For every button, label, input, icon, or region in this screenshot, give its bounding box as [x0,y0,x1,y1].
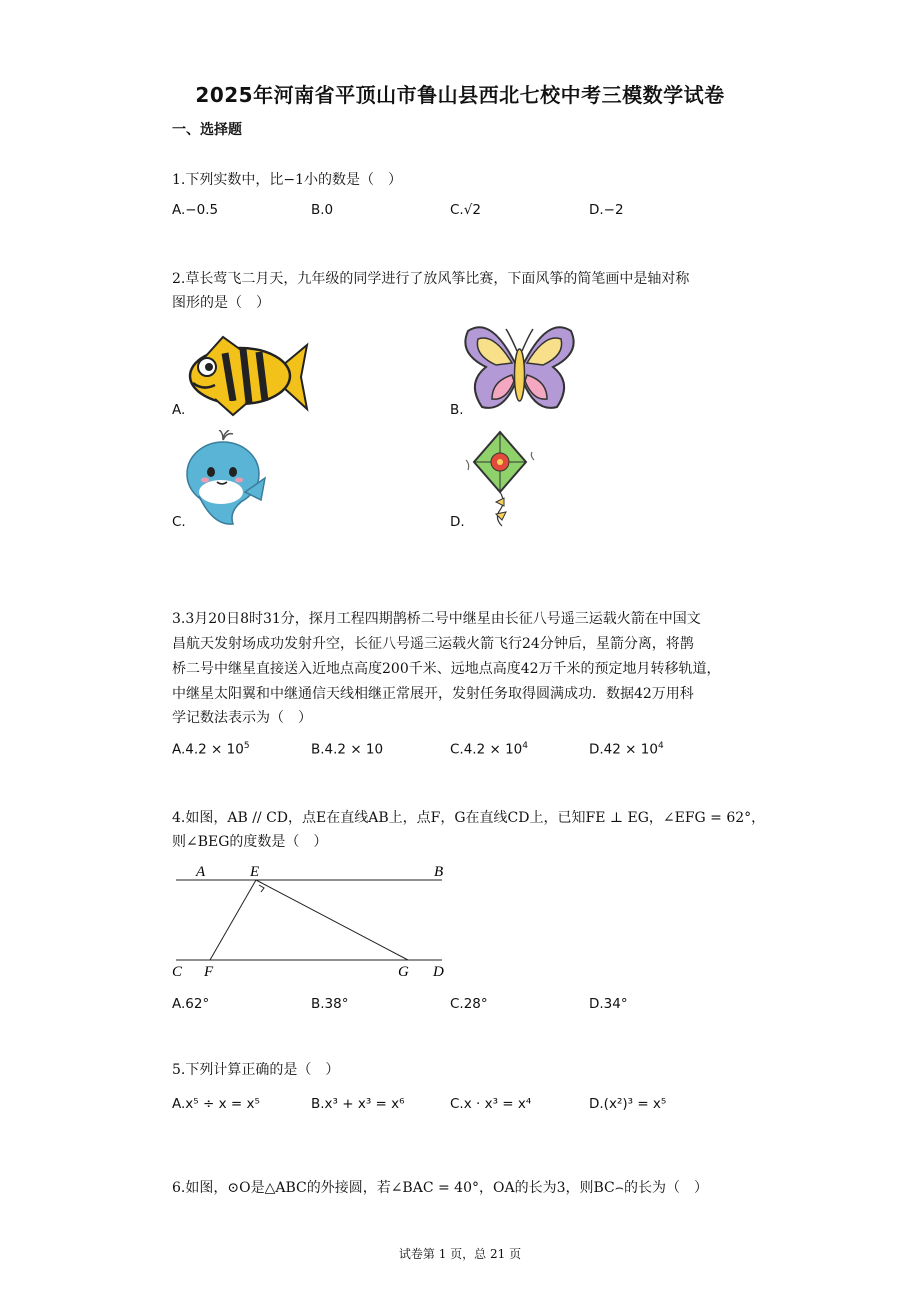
question-3-line3: 桥二号中继星直接送入近地点高度200千米、远地点高度42万千米的预定地月转移轨道， [172,661,721,677]
question-1-stem: 1.下列实数中，比−1小的数是（ ） [172,172,402,188]
question-4-line1: 4.如图，AB // CD，点E在直线AB上，点F，G在直线CD上，已知FE ⊥ EG，∠EFG = 62°， [172,810,766,826]
section-heading: 一、选择题 [172,122,242,138]
q3-option-a[interactable]: $A.4.2 \times 10^5$ [172,741,250,758]
q2-option-d[interactable]: D. [450,514,465,530]
butterfly-kite-picture[interactable] [462,323,577,415]
label-g: G [398,964,409,980]
right-angle-mark [259,885,264,892]
q5-option-c[interactable]: C.x · x³ = x⁴ [450,1096,532,1112]
q4-option-b[interactable]: B.38° [311,996,349,1012]
parallel-lines-figure [172,858,457,986]
segment-eg [256,880,408,960]
q2-option-c[interactable]: C. [172,514,186,530]
q5-option-b[interactable]: B.x³ + x³ = x⁶ [311,1096,405,1112]
label-b: B [434,864,444,880]
q2-option-a[interactable]: A. [172,402,186,418]
question-5-options [172,1096,792,1120]
question-5-stem: 5.下列计算正确的是（ ） [172,1062,340,1078]
q1-option-d[interactable]: D.−2 [589,202,624,218]
label-f: F [204,964,214,980]
question-3-line4: 中继星太阳翼和中继通信天线相继正常展开，发射任务取得圆满成功．数据42万用科 [172,686,694,702]
question-3-line2: 昌航天发射场成功发射升空，长征八号遥三运载火箭飞行24分钟后，星箭分离，将鹊 [172,636,694,652]
exam-title: 2025年河南省平顶山市鲁山县西北七校中考三模数学试卷 [195,83,725,107]
q3-option-b[interactable]: B.4.2 × 10 [311,741,384,758]
q4-option-c[interactable]: C.28° [450,996,488,1012]
label-c: C [172,964,183,980]
segment-ef [210,880,256,960]
q1-option-c[interactable]: C.√2 [450,202,481,218]
question-3-line1: 3.3月20日8时31分，探月工程四期鹊桥二号中继星由长征八号遥三运载火箭在中国文 [172,611,701,627]
q5-option-d[interactable]: D.(x²)³ = x⁵ [589,1096,667,1112]
question-4-options [172,996,792,1020]
label-d: D [433,964,444,980]
question-6-stem: 6.如图，⊙O是△ABC的外接圆，若∠BAC = 40°，OA的长为3，则BC⌢的长为（ ） [172,1180,708,1196]
label-a: A [196,864,206,880]
label-e: E [250,864,260,880]
q3-option-d[interactable]: $D.42 \times 10^4$ [589,741,664,758]
q4-option-d[interactable]: D.34° [589,996,628,1012]
q5-option-a[interactable]: A.x⁵ ÷ x = x⁵ [172,1096,260,1112]
diamond-kite-picture[interactable] [462,430,537,528]
question-3-options [172,741,792,765]
question-2-stem-line1: 2.草长莺飞二月天，九年级的同学进行了放风筝比赛，下面风筝的简笔画中是轴对称 [172,271,690,287]
q3-option-c[interactable]: $C.4.2 \times 10^4$ [450,741,528,758]
fish-kite-picture[interactable] [185,335,310,417]
q4-option-a[interactable]: A.62° [172,996,210,1012]
question-4-line2: 则∠BEG的度数是（ ） [172,834,328,850]
question-2-stem-line2: 图形的是（ ） [172,295,270,311]
whale-kite-picture[interactable] [183,430,268,528]
page-footer: 试卷第 1 页，总 21 页 [398,1247,522,1261]
question-1-options [172,202,792,226]
q2-option-b[interactable]: B. [450,402,464,418]
q1-option-b[interactable]: B.0 [311,202,334,218]
question-3-line5: 学记数法表示为（ ） [172,710,312,726]
q1-option-a[interactable]: A.−0.5 [172,202,219,218]
